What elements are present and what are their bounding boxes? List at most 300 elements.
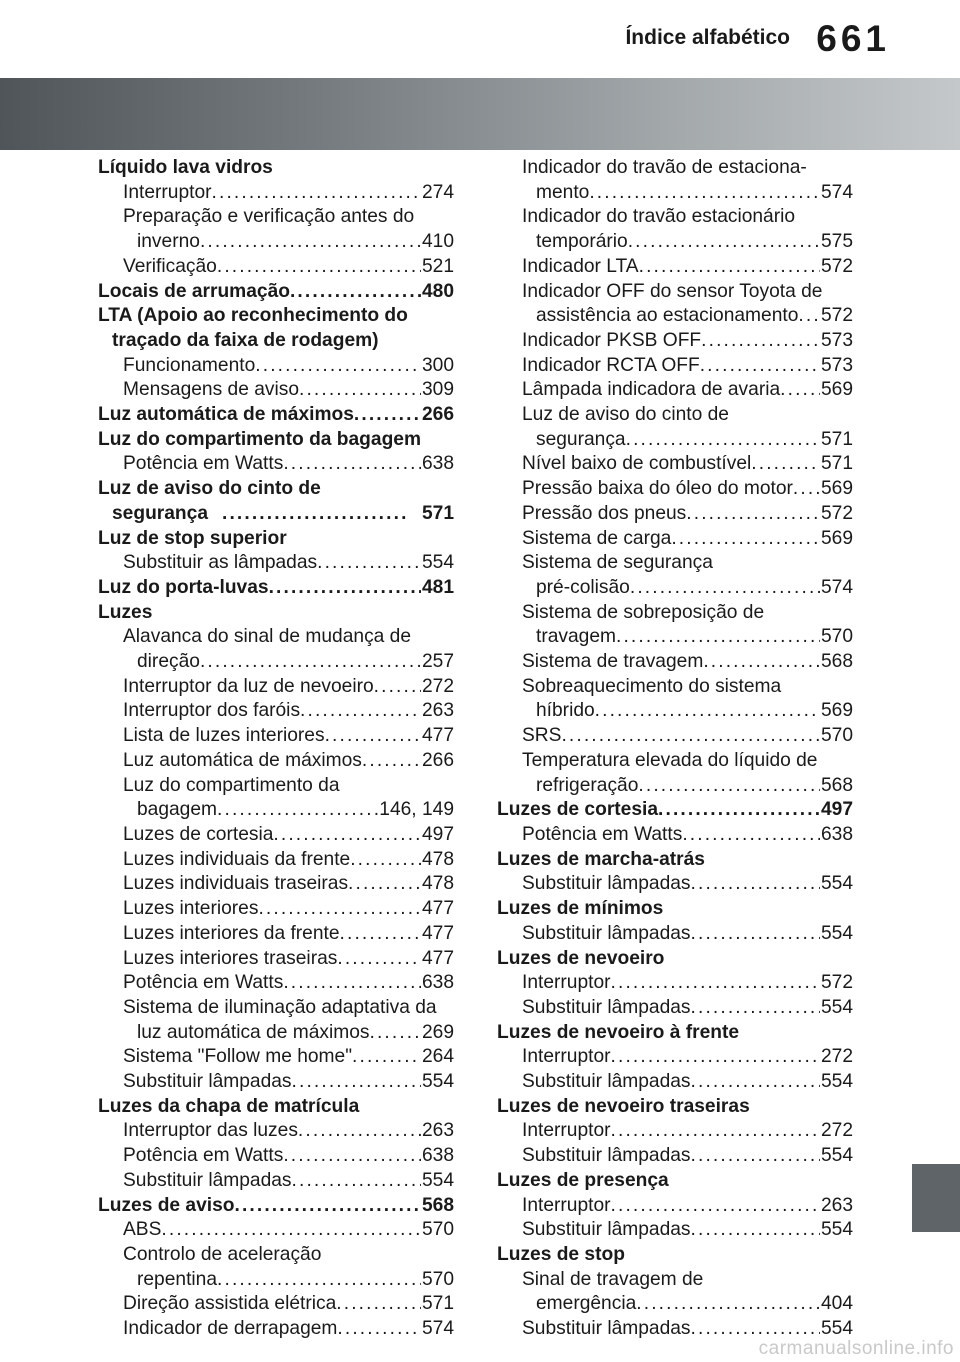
entry-text: Luz de aviso do cinto de xyxy=(98,478,321,500)
leader-dots xyxy=(611,971,820,996)
entry-text: Luzes individuais da frente xyxy=(123,848,351,870)
entry-text: Interruptor das luzes xyxy=(123,1120,298,1142)
leader-dots xyxy=(348,872,421,897)
page-reference: 410 xyxy=(421,231,454,253)
entry-text: Sinal de travagem de xyxy=(522,1268,704,1290)
entry-line xyxy=(522,156,853,181)
page-reference: 263 xyxy=(421,1120,454,1142)
page-reference: 571 xyxy=(421,502,454,524)
index-subentry xyxy=(497,650,853,675)
leader-dots xyxy=(337,1317,421,1342)
entry-text: Interruptor dos faróis xyxy=(123,700,301,722)
leader-dots xyxy=(780,378,820,403)
entry-line xyxy=(123,971,454,996)
entry-text: Substituir lâmpadas xyxy=(522,873,691,895)
leader-dots xyxy=(337,947,421,972)
index-subentry xyxy=(98,971,454,996)
entry-text: Lâmpada indicadora de avaria xyxy=(522,379,781,401)
index-subentry xyxy=(98,1317,454,1342)
index-subentry xyxy=(98,922,454,947)
entry-text: Nível baixo de combustível xyxy=(522,453,752,475)
entry-text: Luz do porta-luvas xyxy=(98,576,269,598)
page-reference: 573 xyxy=(820,354,853,376)
header-banner xyxy=(0,78,960,150)
entry-text: Interruptor xyxy=(522,1046,611,1068)
leader-dots xyxy=(595,699,820,724)
leader-dots xyxy=(701,329,820,354)
entry-line xyxy=(522,354,853,379)
leader-dots xyxy=(217,1268,421,1293)
entry-line xyxy=(123,1292,454,1317)
entry-text: Substituir lâmpadas xyxy=(522,1145,691,1167)
entry-line xyxy=(98,428,454,453)
entry-line xyxy=(98,576,454,601)
page-reference: 264 xyxy=(421,1046,454,1068)
leader-dots xyxy=(626,428,820,453)
entry-line xyxy=(123,378,454,403)
index-entry xyxy=(497,947,853,972)
entry-text: temporário xyxy=(536,231,628,253)
index-subentry xyxy=(497,1144,853,1169)
entry-line xyxy=(497,1021,853,1046)
leader-dots xyxy=(300,699,421,724)
entry-line xyxy=(497,1243,853,1268)
entry-line xyxy=(123,749,454,774)
page-reference: 638 xyxy=(820,823,853,845)
entry-text: luz automática de máximos xyxy=(137,1021,370,1043)
entry-line xyxy=(98,601,454,626)
page-reference: 263 xyxy=(421,700,454,722)
index-subentry xyxy=(98,452,454,477)
page-reference: 272 xyxy=(421,675,454,697)
leader-dots xyxy=(200,230,421,255)
entry-line xyxy=(497,798,853,823)
entry-line xyxy=(98,403,454,428)
entry-line xyxy=(123,625,454,650)
entry-text: mento xyxy=(536,181,590,203)
leader-dots xyxy=(691,872,820,897)
page-reference: 480 xyxy=(421,280,454,302)
index-entry xyxy=(98,1194,454,1219)
entry-line xyxy=(522,502,853,527)
leader-dots xyxy=(658,798,820,823)
entry-text: refrigeração xyxy=(536,774,639,796)
leader-dots xyxy=(235,1194,421,1219)
entry-line xyxy=(123,996,454,1021)
chapter-side-tab xyxy=(912,1164,960,1232)
leader-dots xyxy=(628,230,820,255)
page-reference: 569 xyxy=(820,700,853,722)
index-subentry xyxy=(98,675,454,700)
entry-line xyxy=(98,1194,454,1219)
index-subentry xyxy=(497,996,853,1021)
leader-dots xyxy=(703,650,820,675)
page-reference: 300 xyxy=(421,354,454,376)
entry-text: Luz de stop superior xyxy=(98,527,287,549)
index-entry xyxy=(98,428,454,453)
entry-line xyxy=(123,1243,454,1268)
leader-dots xyxy=(255,354,421,379)
page-reference: 569 xyxy=(820,379,853,401)
index-entry xyxy=(497,897,853,922)
page-reference: 568 xyxy=(421,1194,454,1216)
page-reference: 478 xyxy=(421,848,454,870)
entry-line xyxy=(123,774,454,799)
entry-text: Indicador PKSB OFF xyxy=(522,329,702,351)
entry-line xyxy=(522,1292,853,1317)
entry-text: Lista de luzes interiores xyxy=(123,725,325,747)
entry-text: Luzes interiores traseiras xyxy=(123,947,338,969)
entry-text: Verificação xyxy=(123,255,217,277)
index-subentry xyxy=(98,1144,454,1169)
entry-line xyxy=(123,848,454,873)
entry-text: Luz automática de máximos xyxy=(123,749,362,771)
index-subentry xyxy=(98,551,454,576)
leader-dots xyxy=(691,922,820,947)
entry-line xyxy=(497,1169,853,1194)
entry-line xyxy=(522,601,853,626)
page-reference: 573 xyxy=(820,329,853,351)
leader-dots xyxy=(299,378,421,403)
leader-dots xyxy=(317,551,421,576)
leader-dots xyxy=(793,477,820,502)
leader-dots xyxy=(340,922,421,947)
page-reference: 570 xyxy=(421,1268,454,1290)
index-subentry xyxy=(497,922,853,947)
index-subentry xyxy=(98,378,454,403)
index-subentry xyxy=(98,1292,454,1317)
index-subentry xyxy=(497,1268,853,1317)
index-subentry xyxy=(98,823,454,848)
entry-text: assistência ao estacionamento xyxy=(536,305,799,327)
page-reference: 554 xyxy=(421,1071,454,1093)
entry-line xyxy=(522,996,853,1021)
entry-text: Luz do compartimento da xyxy=(123,774,340,796)
index-subentry xyxy=(98,699,454,724)
entry-text: Sistema de iluminação adaptativa da xyxy=(123,996,437,1018)
entry-text: bagagem xyxy=(137,799,218,821)
leader-dots xyxy=(292,1169,421,1194)
page-reference: 266 xyxy=(421,404,454,426)
page-reference: 257 xyxy=(421,651,454,673)
entry-text: emergência xyxy=(536,1293,637,1315)
page-reference: 263 xyxy=(820,1194,853,1216)
entry-line xyxy=(123,823,454,848)
entry-line xyxy=(98,304,454,329)
index-entry xyxy=(98,477,454,526)
index-subentry xyxy=(497,452,853,477)
entry-text: Pressão dos pneus xyxy=(522,502,687,524)
index-entry xyxy=(497,1095,853,1120)
page-reference: 572 xyxy=(820,502,853,524)
index-entry xyxy=(497,848,853,873)
entry-line xyxy=(98,477,454,502)
index-entry xyxy=(98,576,454,601)
entry-line xyxy=(123,872,454,897)
entry-text: Luzes de marcha-atrás xyxy=(497,848,705,870)
entry-text: Potência em Watts xyxy=(123,1145,284,1167)
entry-line xyxy=(98,502,454,527)
leader-dots xyxy=(161,1218,421,1243)
leader-dots xyxy=(686,502,820,527)
entry-line xyxy=(522,255,853,280)
entry-line xyxy=(522,551,853,576)
entry-text: Interruptor xyxy=(522,1194,611,1216)
index-subentry xyxy=(497,601,853,650)
entry-line xyxy=(497,947,853,972)
leader-dots xyxy=(611,1119,820,1144)
page-reference: 477 xyxy=(421,947,454,969)
leader-dots xyxy=(350,848,421,873)
index-subentry xyxy=(497,872,853,897)
leader-dots xyxy=(682,823,820,848)
entry-text: Luzes de cortesia xyxy=(123,823,274,845)
page-reference: 568 xyxy=(820,651,853,673)
page-reference: 574 xyxy=(820,181,853,203)
page-reference: 570 xyxy=(421,1219,454,1241)
entry-line xyxy=(522,1144,853,1169)
leader-dots xyxy=(273,823,421,848)
leader-dots xyxy=(200,650,421,675)
leader-dots xyxy=(283,971,421,996)
entry-line xyxy=(522,576,853,601)
entry-line xyxy=(497,848,853,873)
entry-line xyxy=(522,181,853,206)
leader-dots xyxy=(325,724,421,749)
leader-dots xyxy=(290,280,421,305)
entry-text: inverno xyxy=(137,231,200,253)
entry-text: Luzes de nevoeiro traseiras xyxy=(497,1095,750,1117)
index-subentry xyxy=(497,156,853,205)
entry-text: Luz automática de máximos xyxy=(98,404,354,426)
leader-dots xyxy=(354,403,421,428)
leader-dots xyxy=(630,576,820,601)
leader-dots xyxy=(369,1021,421,1046)
entry-text: Sistema de carga xyxy=(522,527,672,549)
entry-line xyxy=(123,947,454,972)
entry-text: repentina xyxy=(137,1268,218,1290)
index-subentry xyxy=(98,1169,454,1194)
entry-line xyxy=(522,724,853,749)
index-subentry xyxy=(98,947,454,972)
page-reference: 497 xyxy=(421,823,454,845)
index-subentry xyxy=(497,1194,853,1219)
entry-text: Mensagens de aviso xyxy=(123,379,299,401)
entry-text: Funcionamento xyxy=(123,354,256,376)
page-reference: 554 xyxy=(820,1219,853,1241)
entry-text: Substituir as lâmpadas xyxy=(123,552,318,574)
entry-text: segurança xyxy=(112,502,208,524)
page-reference: 274 xyxy=(421,181,454,203)
page-reference: 481 xyxy=(421,576,454,598)
leader-dots xyxy=(671,527,820,552)
entry-line xyxy=(98,156,454,181)
entry-text: Substituir lâmpadas xyxy=(123,1169,292,1191)
entry-line xyxy=(123,675,454,700)
entry-text: ABS xyxy=(123,1219,162,1241)
entry-text: Sobreaquecimento do sistema xyxy=(522,675,782,697)
entry-line xyxy=(522,872,853,897)
index-subentry xyxy=(98,1045,454,1070)
entry-text: Luzes de cortesia xyxy=(497,799,659,821)
leader-dots xyxy=(691,1070,820,1095)
index-subentry xyxy=(98,181,454,206)
entry-text: Interruptor xyxy=(522,1120,611,1142)
entry-line xyxy=(123,1218,454,1243)
index-subentry xyxy=(497,1070,853,1095)
index-subentry xyxy=(98,1119,454,1144)
index-subentry xyxy=(497,527,853,552)
entry-line xyxy=(497,897,853,922)
leader-dots xyxy=(298,1119,421,1144)
entry-text: direção xyxy=(137,651,200,673)
entry-text: Substituir lâmpadas xyxy=(522,996,691,1018)
index-subentry xyxy=(497,675,853,724)
index-entry xyxy=(98,601,454,626)
page-reference: 554 xyxy=(820,1145,853,1167)
entry-text: Luzes xyxy=(98,601,153,623)
page-reference: 478 xyxy=(421,873,454,895)
page-reference: 571 xyxy=(820,428,853,450)
index-subentry xyxy=(497,724,853,749)
entry-text: Indicador do travão de estaciona- xyxy=(522,157,807,178)
index-subentry xyxy=(497,749,853,798)
leader-dots xyxy=(212,181,421,206)
entry-line xyxy=(497,1095,853,1120)
leader-dots xyxy=(798,304,820,329)
page-reference: 404 xyxy=(820,1293,853,1315)
entry-text: Sistema de travagem xyxy=(522,651,704,673)
entry-text: Substituir lâmpadas xyxy=(123,1071,292,1093)
entry-line xyxy=(123,1144,454,1169)
entry-line xyxy=(123,650,454,675)
entry-text: Líquido lava vidros xyxy=(98,157,273,178)
page-reference: 571 xyxy=(421,1293,454,1315)
entry-line xyxy=(522,625,853,650)
entry-text: Temperatura elevada do líquido de xyxy=(522,749,818,771)
leader-dots xyxy=(217,798,378,823)
page-reference: 638 xyxy=(421,453,454,475)
leader-dots xyxy=(352,1045,421,1070)
index-subentry xyxy=(98,897,454,922)
entry-line xyxy=(123,922,454,947)
index-subentry xyxy=(98,354,454,379)
page-reference: 572 xyxy=(820,305,853,327)
entry-text: Locais de arrumação xyxy=(98,280,290,302)
leader-dots xyxy=(362,749,421,774)
entry-text: Sistema de segurança xyxy=(522,552,713,574)
leader-dots xyxy=(258,897,421,922)
entry-line xyxy=(522,922,853,947)
entry-text: Luzes de nevoeiro à frente xyxy=(497,1021,740,1043)
index-subentry xyxy=(497,823,853,848)
entry-text: Indicador OFF do sensor Toyota de xyxy=(522,280,823,302)
entry-line xyxy=(522,205,853,230)
leader-dots xyxy=(217,255,421,280)
entry-line xyxy=(522,230,853,255)
index-subentry xyxy=(497,551,853,600)
entry-text: traçado da faixa de rodagem) xyxy=(112,329,379,351)
leader-dots xyxy=(208,502,407,527)
index-subentry xyxy=(497,403,853,452)
entry-text: Interruptor xyxy=(123,181,212,203)
page-reference: 575 xyxy=(820,231,853,253)
entry-text: Substituir lâmpadas xyxy=(522,1071,691,1093)
index-subentry xyxy=(98,996,454,1045)
entry-line xyxy=(522,749,853,774)
entry-text: Luzes interiores xyxy=(123,898,259,920)
entry-text: Interruptor da luz de nevoeiro xyxy=(123,675,374,697)
entry-line xyxy=(522,1045,853,1070)
entry-line xyxy=(522,1119,853,1144)
entry-text: híbrido xyxy=(536,700,595,722)
entry-text: Luzes de nevoeiro xyxy=(497,947,665,969)
page-reference: 638 xyxy=(421,972,454,994)
index-subentry xyxy=(98,872,454,897)
entry-text: Indicador do travão estacionário xyxy=(522,206,796,228)
leader-dots xyxy=(283,1144,421,1169)
page-reference: 574 xyxy=(421,1318,454,1340)
index-entry xyxy=(497,798,853,823)
index-subentry xyxy=(497,378,853,403)
entry-line xyxy=(123,354,454,379)
section-title: Índice alfabético xyxy=(625,26,790,49)
entry-text: Interruptor xyxy=(522,972,611,994)
entry-text: Alavanca do sinal de mudança de xyxy=(123,626,412,648)
page-reference: 570 xyxy=(820,626,853,648)
entry-text: Sistema "Follow me home" xyxy=(123,1046,353,1068)
entry-text: Controlo de aceleração xyxy=(123,1243,322,1265)
entry-line xyxy=(123,1317,454,1342)
index-subentry xyxy=(98,1243,454,1292)
entry-line xyxy=(123,897,454,922)
entry-line xyxy=(522,280,853,305)
index-entry xyxy=(98,304,454,353)
watermark: carmanualsonline.info xyxy=(758,1338,954,1359)
index-subentry xyxy=(497,205,853,254)
index-subentry xyxy=(98,774,454,823)
index-subentry xyxy=(98,724,454,749)
index-subentry xyxy=(98,625,454,674)
entry-line xyxy=(98,280,454,305)
entry-line xyxy=(522,428,853,453)
entry-line xyxy=(123,1268,454,1293)
entry-text: segurança xyxy=(536,428,626,450)
index-subentry xyxy=(497,502,853,527)
leader-dots xyxy=(561,724,820,749)
page-reference: 554 xyxy=(820,922,853,944)
leader-dots xyxy=(616,625,820,650)
entry-line xyxy=(123,1021,454,1046)
entry-text: travagem xyxy=(536,626,616,648)
index-subentry xyxy=(497,354,853,379)
entry-text: Luzes de aviso xyxy=(98,1194,235,1216)
index-subentry xyxy=(497,1045,853,1070)
entry-text: Luzes de stop xyxy=(497,1243,625,1265)
leader-dots xyxy=(638,774,820,799)
page-reference: 554 xyxy=(820,873,853,895)
leader-dots xyxy=(691,1218,820,1243)
index-subentry xyxy=(98,205,454,254)
entry-line xyxy=(123,452,454,477)
index-subentry xyxy=(497,280,853,329)
page-number: 661 xyxy=(816,18,890,59)
index-subentry xyxy=(98,749,454,774)
leader-dots xyxy=(269,576,421,601)
entry-line xyxy=(123,1070,454,1095)
page-reference: 568 xyxy=(820,774,853,796)
entry-line xyxy=(123,699,454,724)
